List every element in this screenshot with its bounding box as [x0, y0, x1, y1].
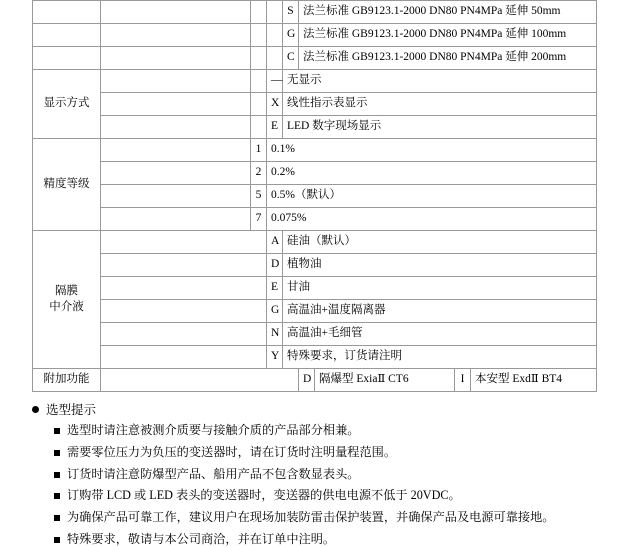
table-row: [33, 300, 597, 323]
option-code: X: [267, 93, 283, 116]
option-desc: 线性指示表显示: [283, 93, 597, 116]
empty-cell: [101, 323, 267, 346]
empty-cell: [101, 116, 251, 139]
tips-title: 选型提示: [46, 403, 97, 417]
option-code: A: [267, 231, 283, 254]
table-row: [33, 346, 597, 369]
table-row: [33, 162, 597, 185]
empty-cell: [33, 24, 101, 47]
empty-cell: [101, 208, 251, 231]
option-desc: 高温油+温度隔离器: [283, 300, 597, 323]
empty-cell: [101, 139, 251, 162]
empty-cell: [101, 254, 267, 277]
option-code: Y: [267, 346, 283, 369]
empty-cell: [101, 300, 267, 323]
square-bullet-icon: [54, 428, 60, 434]
tip-text: 特殊要求，敬请与本公司商洽，并在订单中注明。: [67, 531, 336, 546]
option-desc: LED 数字现场显示: [283, 116, 597, 139]
tip-text: 需要零位压力为负压的变送器时，请在订货时注明量程范围。: [67, 444, 397, 459]
list-item: [54, 488, 628, 503]
table-row: [33, 93, 597, 116]
option-desc: 0.2%: [267, 162, 597, 185]
tips-list: [32, 423, 628, 547]
square-bullet-icon: [54, 537, 60, 543]
empty-cell: [251, 1, 267, 24]
option-desc: 硅油（默认）: [283, 231, 597, 254]
option-code: 7: [251, 208, 267, 231]
tip-text: 选型时请注意被测介质要与接触介质的产品部分相兼。: [67, 423, 360, 437]
option-code: 1: [251, 139, 267, 162]
list-item: [54, 423, 628, 438]
empty-cell: [251, 116, 267, 139]
option-desc: 0.075%: [267, 208, 597, 231]
option-code: E: [267, 277, 283, 300]
option-code: S: [283, 1, 299, 24]
option-desc: 高温油+毛细管: [283, 323, 597, 346]
square-bullet-icon: [54, 472, 60, 478]
list-item: [54, 532, 628, 547]
empty-cell: [101, 47, 251, 70]
square-bullet-icon: [54, 493, 60, 499]
disc-bullet-icon: [32, 406, 39, 413]
list-item: [54, 445, 628, 460]
option-code: E: [267, 116, 283, 139]
option-code: —: [267, 70, 283, 93]
tip-text: 订购带 LCD 或 LED 表头的变送器时，变送器的供电电源不低于 20VDC。: [67, 488, 461, 503]
table-row: [33, 139, 597, 162]
category-accuracy-class: 精度等级: [33, 139, 101, 231]
empty-cell: [101, 1, 251, 24]
option-desc: 无显示: [283, 70, 597, 93]
option-desc: 法兰标准 GB9123.1-2000 DN80 PN4MPa 延伸 200mm: [299, 47, 597, 70]
option-desc: 本安型 ExdⅡ BT4: [471, 369, 597, 392]
table-row: [33, 47, 597, 70]
empty-cell: [101, 70, 251, 93]
table-row: [33, 369, 597, 392]
option-code: N: [267, 323, 283, 346]
list-item: [54, 467, 628, 482]
category-line-2: 中介液: [49, 300, 84, 313]
empty-cell: [101, 24, 251, 47]
table-row: [33, 185, 597, 208]
tip-text: 为确保产品可靠工作，建议用户在现场加装防雷击保护装置，并确保产品及电源可靠接地。: [67, 510, 555, 524]
category-line-1: 隔膜: [55, 284, 78, 297]
empty-cell: [101, 346, 267, 369]
selection-code-table: [32, 0, 597, 392]
empty-cell: [251, 24, 267, 47]
option-code: I: [455, 369, 471, 392]
tip-text: 订货时请注意防爆型产品、船用产品不包含数显表头。: [67, 466, 360, 481]
category-display-mode: 显示方式: [33, 70, 101, 139]
empty-cell: [101, 277, 267, 300]
selection-tips: [32, 400, 628, 547]
option-desc: 法兰标准 GB9123.1-2000 DN80 PN4MPa 延伸 100mm: [299, 24, 597, 47]
empty-cell: [251, 93, 267, 116]
table-row: [33, 24, 597, 47]
table-row: [33, 70, 597, 93]
option-code: C: [283, 47, 299, 70]
table-row: [33, 231, 597, 254]
option-desc: 法兰标准 GB9123.1-2000 DN80 PN4MPa 延伸 50mm: [299, 1, 597, 24]
option-desc: 特殊要求，订货请注明: [283, 346, 597, 369]
table-row: [33, 277, 597, 300]
empty-cell: [101, 162, 251, 185]
table-row: [33, 254, 597, 277]
option-code: D: [299, 369, 315, 392]
square-bullet-icon: [54, 515, 60, 521]
empty-cell: [33, 1, 101, 24]
table-row: [33, 116, 597, 139]
table-row: [33, 323, 597, 346]
empty-cell: [101, 185, 251, 208]
option-desc: 0.1%: [267, 139, 597, 162]
option-desc: 隔爆型 ExiaⅡ CT6: [315, 369, 455, 392]
empty-cell: [33, 47, 101, 70]
empty-cell: [101, 93, 251, 116]
empty-cell: [267, 47, 283, 70]
empty-cell: [251, 47, 267, 70]
option-code: 2: [251, 162, 267, 185]
empty-cell: [267, 1, 283, 24]
option-code: D: [267, 254, 283, 277]
option-desc: 甘油: [283, 277, 597, 300]
category-additional-function: 附加功能: [33, 369, 101, 392]
list-item: [54, 510, 628, 525]
table-row: [33, 1, 597, 24]
option-desc: 0.5%（默认）: [267, 185, 597, 208]
empty-cell: [251, 70, 267, 93]
option-code: G: [267, 300, 283, 323]
option-desc: 植物油: [283, 254, 597, 277]
category-diaphragm-fluid: [33, 231, 101, 369]
table-row: [33, 208, 597, 231]
empty-cell: [101, 369, 299, 392]
option-code: 5: [251, 185, 267, 208]
tips-title-row: [32, 400, 628, 418]
empty-cell: [267, 24, 283, 47]
option-code: G: [283, 24, 299, 47]
empty-cell: [101, 231, 267, 254]
square-bullet-icon: [54, 450, 60, 456]
